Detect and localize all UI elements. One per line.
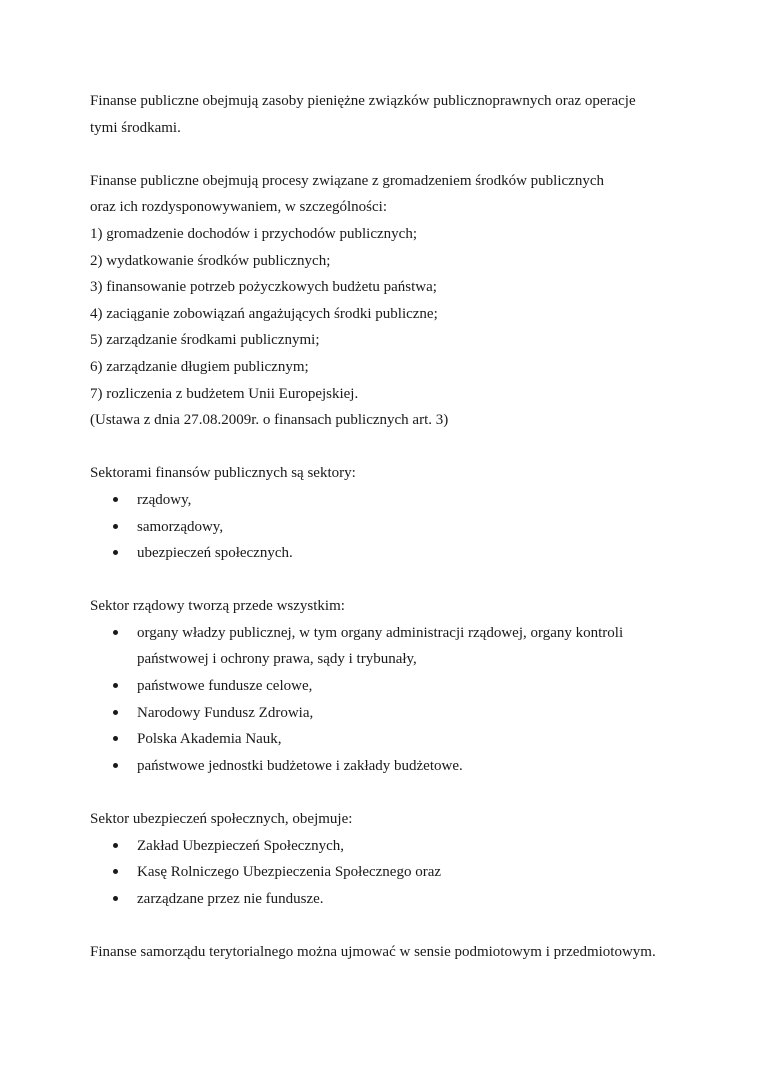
text-line: tymi środkami. <box>90 119 181 136</box>
list-item: Kasę Rolniczego Ubezpieczenia Społecznego oraz <box>90 859 690 886</box>
text-line: Finanse publiczne obejmują procesy związane z gromadzeniem środków publicznych <box>90 172 604 189</box>
bullet-icon <box>113 710 118 715</box>
bullet-list <box>90 833 690 913</box>
section-heading: Sektorami finansów publicznych są sektory: <box>90 465 356 482</box>
paragraph-gap <box>90 912 690 939</box>
bullet-icon <box>113 550 118 555</box>
numbered-item: 3) finansowanie potrzeb pożyczkowych budżetu państwa; <box>90 279 437 296</box>
list-item: Zakład Ubezpieczeń Społecznych, <box>90 833 690 860</box>
section-heading: Sektor ubezpieczeń społecznych, obejmuje: <box>90 811 353 828</box>
numbered-item: 6) zarządzanie długiem publicznym; <box>90 358 309 375</box>
list-item: rządowy, <box>90 487 690 514</box>
section-sectors <box>90 460 690 566</box>
bullet-icon <box>113 683 118 688</box>
list-item: państwowe fundusze celowe, <box>90 673 690 700</box>
paragraph-gap <box>90 434 690 461</box>
list-item: ubezpieczeń społecznych. <box>90 540 690 567</box>
paragraph-gap <box>90 567 690 594</box>
bullet-icon <box>113 736 118 741</box>
numbered-item: 7) rozliczenia z budżetem Unii Europejskiej. <box>90 385 359 402</box>
numbered-item: 2) wydatkowanie środków publicznych; <box>90 252 331 269</box>
bullet-icon <box>113 763 118 768</box>
numbered-item: 1) gromadzenie dochodów i przychodów publicznych; <box>90 225 417 242</box>
numbered-item: 5) zarządzanie środkami publicznymi; <box>90 332 320 349</box>
section-social-insurance-sector <box>90 806 690 912</box>
paragraph-gap <box>90 779 690 806</box>
document-page <box>90 88 690 966</box>
paragraph-public-finance-definition <box>90 88 690 141</box>
list-item: Polska Akademia Nauk, <box>90 726 690 753</box>
list-item: Narodowy Fundusz Zdrowia, <box>90 700 690 727</box>
paragraph-public-finance-processes <box>90 168 690 434</box>
list-item: organy władzy publicznej, w tym organy administracji rządowej, organy kontroli państwowej i ochrony prawa, sądy i trybunały, <box>90 620 690 673</box>
bullet-icon <box>113 843 118 848</box>
closing-paragraph: Finanse samorządu terytorialnego można ujmować w sensie podmiotowym i przedmiotowym. <box>90 944 656 960</box>
paragraph-gap <box>90 141 690 168</box>
list-item: samorządowy, <box>90 514 690 541</box>
bullet-icon <box>113 497 118 502</box>
bullet-icon <box>113 630 118 635</box>
bullet-list <box>90 620 690 780</box>
bullet-icon <box>113 869 118 874</box>
citation: (Ustawa z dnia 27.08.2009r. o finansach publicznych art. 3) <box>90 412 449 429</box>
text-line: Finanse publiczne obejmują zasoby pieniężne związków publicznoprawnych oraz operacje <box>90 93 636 109</box>
bullet-icon <box>113 896 118 901</box>
numbered-item: 4) zaciąganie zobowiązań angażujących środki publiczne; <box>90 305 438 322</box>
list-item: państwowe jednostki budżetowe i zakłady budżetowe. <box>90 753 690 780</box>
section-government-sector <box>90 593 690 779</box>
bullet-list <box>90 487 690 567</box>
section-heading: Sektor rządowy tworzą przede wszystkim: <box>90 598 345 615</box>
list-item: zarządzane przez nie fundusze. <box>90 886 690 913</box>
text-line: oraz ich rozdysponowywaniem, w szczególności: <box>90 199 387 216</box>
bullet-icon <box>113 524 118 529</box>
